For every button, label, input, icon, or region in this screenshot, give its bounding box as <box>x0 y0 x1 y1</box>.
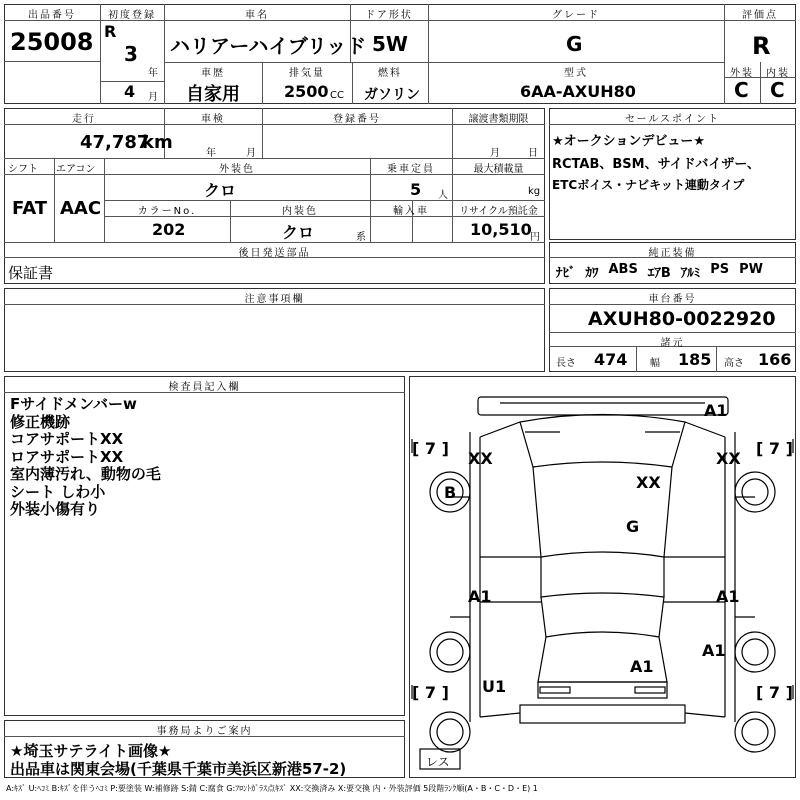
year: 3 <box>124 42 138 66</box>
chassis-label: 車台番号 <box>648 294 697 305</box>
damage-diagram <box>409 376 796 778</box>
color-no-label: カラーNo. <box>137 206 197 217</box>
mark-b: B <box>444 483 457 502</box>
insp-month-unit: 月 <box>246 148 256 159</box>
mark-a1: A1 <box>704 401 728 420</box>
import-label: 輸入車 <box>393 206 429 217</box>
office-line: ★埼玉サテライト画像★ <box>10 742 172 760</box>
month-unit: 月 <box>148 92 158 103</box>
equipment-item: ﾅﾋﾞ <box>556 266 576 281</box>
mark-a1: A1 <box>702 641 726 660</box>
mark-less: レス <box>426 755 450 769</box>
mark-a1: A1 <box>468 587 492 606</box>
color-no: 202 <box>152 220 186 239</box>
load-unit: kg <box>528 186 541 197</box>
inspector-notes <box>10 396 161 519</box>
equipment-item: PS <box>710 262 730 277</box>
ac: AAC <box>60 198 102 219</box>
width-label: 幅 <box>650 358 660 369</box>
equipment-item: ABS <box>608 262 638 277</box>
car-name-label: 車名 <box>245 10 269 21</box>
inspector-line: ロアサポートXX <box>10 447 124 466</box>
displacement-label: 排気量 <box>289 68 325 79</box>
mark-7: [ 7 ] <box>756 683 793 702</box>
transfer-day-unit: 日 <box>528 148 538 159</box>
inspector-label: 検査員記入欄 <box>168 382 241 393</box>
spec-label: 諸元 <box>660 338 685 349</box>
history: 自家用 <box>186 84 240 105</box>
grade-label: グレード <box>552 10 600 21</box>
office-line: 出品車は関東会場(千葉県千葉市美浜区新港57-2) <box>10 760 347 778</box>
displacement: 2500 <box>284 82 329 101</box>
mileage-label: 走行 <box>72 114 96 125</box>
transfer-label: 譲渡書類期限 <box>468 114 529 125</box>
equipment-list <box>556 262 763 281</box>
ext-label: 外装 <box>730 68 754 79</box>
era: R <box>104 22 117 41</box>
inspector-line: 外装小傷有り <box>10 500 101 518</box>
month: 4 <box>124 82 136 101</box>
inspector-line: コアサポートXX <box>10 430 124 448</box>
capacity-label: 乗車定員 <box>387 164 435 175</box>
mark-7: [ 7 ] <box>412 683 449 702</box>
first-reg-label: 初度登録 <box>108 10 156 21</box>
grade: G <box>566 32 583 56</box>
mileage: 47,787 <box>80 132 150 153</box>
mark-g: G <box>626 517 640 536</box>
inspector-line: 室内薄汚れ、動物の毛 <box>10 465 161 483</box>
inspection-label: 車検 <box>201 114 225 125</box>
recycle-unit: 円 <box>530 232 540 243</box>
mark-xx: XX <box>468 449 493 468</box>
score: R <box>752 32 771 60</box>
ac-label: エアコン <box>56 164 96 175</box>
capacity: 5 <box>410 180 422 199</box>
height: 166 <box>758 350 792 369</box>
lot-no: 25008 <box>10 28 94 56</box>
legend: A:ｷｽﾞ U:ﾍｺﾐ B:ｷｽﾞを伴うﾍｺﾐ P:要塗装 W:補修跡 S:錆 C:腐食 G:ﾌﾛﾝﾄｶﾞﾗｽ点ｷｽﾞ XX:交換済み X:要交換 内・外装評価 5段階ﾗﾝｸ順(A・B・C・D・E) 1 <box>6 784 538 793</box>
width: 185 <box>678 350 712 369</box>
lot-no-label: 出品番号 <box>28 10 76 21</box>
mark-u1: U1 <box>482 677 507 696</box>
car-outline-drawing <box>410 377 795 777</box>
shift-label: シフト <box>8 164 38 175</box>
chassis-number: AXUH80-0022920 <box>588 308 776 330</box>
sales-line: RCTAB、BSM、サイドバイザー、 <box>552 157 760 172</box>
sales-line: ETCボイス・ナビキット連動タイプ <box>552 178 745 192</box>
int-label: 内装 <box>766 68 790 79</box>
sales-point-label: セールスポイント <box>624 114 721 125</box>
reg-no-label: 登録番号 <box>333 114 381 125</box>
mark-a1: A1 <box>630 657 654 676</box>
year-unit: 年 <box>148 68 158 79</box>
sales-point-box <box>549 108 796 240</box>
recycle: 10,510 <box>470 220 532 239</box>
caution-label: 注意事項欄 <box>244 294 305 305</box>
mark-7: [ 7 ] <box>756 439 793 458</box>
fuel: ガソリン <box>364 87 420 103</box>
length-label: 長さ <box>556 358 576 369</box>
displacement-unit: CC <box>330 90 344 101</box>
equipment-item: PW <box>739 262 764 277</box>
load-label: 最大積載量 <box>473 164 524 175</box>
capacity-unit: 人 <box>438 190 448 201</box>
sales-line: ★オークションデビュー★ <box>552 134 706 149</box>
transfer-month-unit: 月 <box>490 148 500 159</box>
score-label: 評価点 <box>742 10 778 21</box>
mark-xx: XX <box>636 473 661 492</box>
insp-year-unit: 年 <box>206 148 216 159</box>
fuel-label: 燃料 <box>378 68 402 79</box>
model-label: 型式 <box>564 68 588 79</box>
ext-score: C <box>734 78 749 102</box>
mark-7: [ 7 ] <box>412 439 449 458</box>
int-color-unit: 系 <box>356 232 366 243</box>
equipment-label: 純正装備 <box>648 248 697 259</box>
history-label: 車歴 <box>201 68 225 79</box>
inspector-line: シート しわ小 <box>10 482 106 501</box>
mark-xx: XX <box>716 449 741 468</box>
ext-color: クロ <box>204 181 237 200</box>
length: 474 <box>594 350 628 369</box>
int-color: クロ <box>282 223 315 242</box>
door-label: ドア形状 <box>365 10 413 21</box>
height-label: 高さ <box>724 358 744 369</box>
equipment-item: ｴｱB <box>647 266 671 281</box>
recycle-label: リサイクル預託金 <box>459 206 538 217</box>
equipment-item: ｱﾙﾐ <box>680 266 701 281</box>
mark-a1: A1 <box>716 587 740 606</box>
inspector-line: 修正機跡 <box>10 412 71 431</box>
equipment-item: ｶﾜ <box>585 266 599 281</box>
later-parts-label: 後日発送部品 <box>238 248 311 259</box>
mileage-unit: km <box>142 132 173 153</box>
ext-color-label: 外装色 <box>219 164 255 175</box>
shift: FAT <box>12 198 48 219</box>
int-score: C <box>770 78 785 102</box>
model: 6AA-AXUH80 <box>520 82 636 101</box>
car-name: ハリアーハイブリッド <box>170 34 367 58</box>
door: 5W <box>372 32 408 56</box>
inspector-line: Fサイドメンバーw <box>10 395 137 413</box>
later-parts: 保証書 <box>8 264 54 282</box>
office-label: 事務局よりご案内 <box>156 726 253 737</box>
int-color-label: 内装色 <box>282 206 318 217</box>
